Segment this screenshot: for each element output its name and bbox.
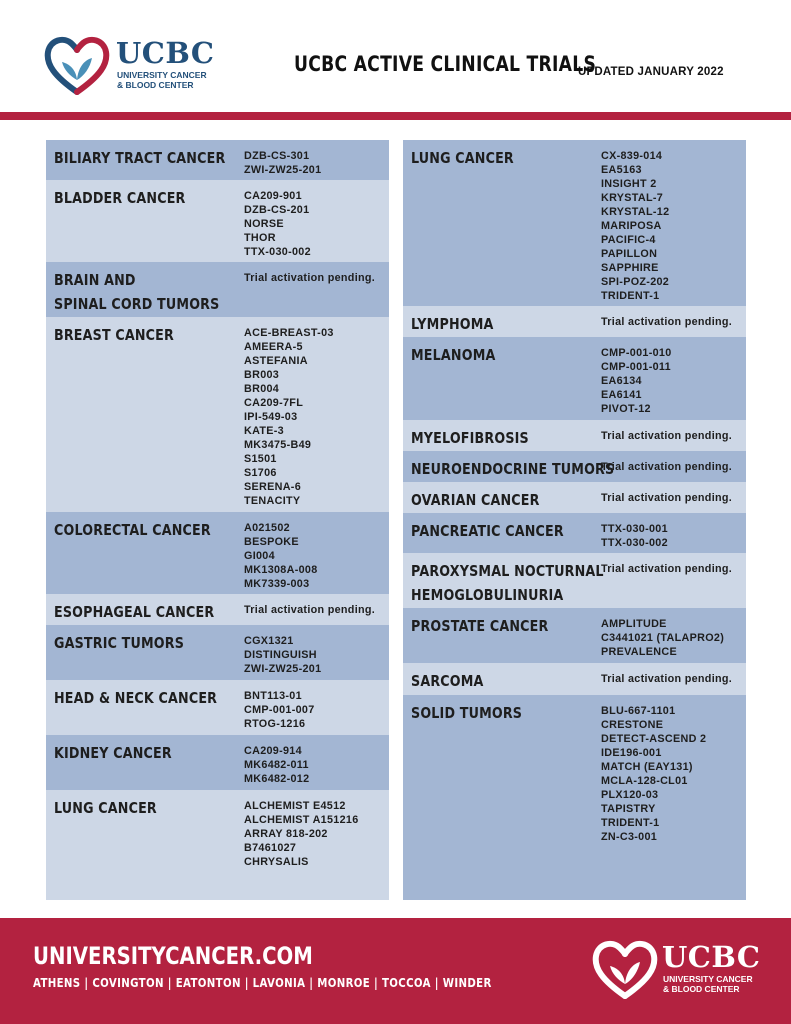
trial-item: CRESTONE xyxy=(601,719,664,731)
trial-item: SAPPHIRE xyxy=(601,262,659,274)
trial-item: INSIGHT 2 xyxy=(601,178,657,190)
category-row xyxy=(46,180,389,262)
trial-item: KRYSTAL-12 xyxy=(601,206,670,218)
trial-item: TTX-030-001 xyxy=(601,523,668,535)
trial-list xyxy=(244,689,315,731)
trial-item: THOR xyxy=(244,232,276,244)
category-row xyxy=(403,663,746,695)
trial-item: Trial activation pending. xyxy=(601,430,733,442)
category-name: COLORECTAL CANCER xyxy=(54,521,211,539)
trial-item: MK1308A-008 xyxy=(244,564,318,576)
category-row xyxy=(403,513,746,553)
trial-item: CMP-001-010 xyxy=(601,347,672,359)
trial-item: TTX-030-002 xyxy=(244,246,311,258)
trial-list xyxy=(244,189,311,259)
category-row xyxy=(46,512,389,594)
trial-list xyxy=(244,634,321,676)
trial-item: TAPISTRY xyxy=(601,803,656,815)
category-name: LUNG CANCER xyxy=(411,149,514,167)
trial-list xyxy=(244,744,309,786)
trial-item: DZB-CS-301 xyxy=(244,150,310,162)
trial-item: PAPILLON xyxy=(601,248,658,260)
trial-item: TTX-030-002 xyxy=(601,537,668,549)
category-row xyxy=(46,790,389,900)
trial-item: KRYSTAL-7 xyxy=(601,192,664,204)
trial-item: PACIFIC-4 xyxy=(601,234,656,246)
trial-item: GI004 xyxy=(244,550,275,562)
trial-list xyxy=(601,346,672,416)
trial-item: SERENA-6 xyxy=(244,481,301,493)
website-link[interactable]: UNIVERSITYCANCER.COM xyxy=(33,942,313,970)
category-name: PROSTATE CANCER xyxy=(411,617,549,635)
category-row xyxy=(46,625,389,680)
category-name: SARCOMA xyxy=(411,672,484,690)
category-row xyxy=(403,553,746,608)
trial-list xyxy=(601,491,732,505)
trial-item: RTOG-1216 xyxy=(244,718,306,730)
trial-item: AMEERA-5 xyxy=(244,341,303,353)
category-row xyxy=(403,608,746,663)
trial-item: EA6141 xyxy=(601,389,642,401)
trial-item: MARIPOSA xyxy=(601,220,662,232)
trial-item: ASTEFANIA xyxy=(244,355,308,367)
category-name: PAROXYSMAL NOCTURNAL HEMOGLOBULINURIA xyxy=(411,562,604,604)
trial-item: BR004 xyxy=(244,383,280,395)
category-row xyxy=(403,306,746,337)
trial-item: SPI-POZ-202 xyxy=(601,276,670,288)
category-row xyxy=(46,735,389,790)
trial-list xyxy=(244,521,318,591)
trial-item: Trial activation pending. xyxy=(601,673,733,685)
trial-item: MK6482-011 xyxy=(244,759,309,771)
category-row xyxy=(46,680,389,735)
right-column xyxy=(403,140,746,900)
trial-item: CHRYSALIS xyxy=(244,856,309,868)
trial-item: B7461027 xyxy=(244,842,297,854)
trial-list xyxy=(244,326,334,508)
category-name: PANCREATIC CANCER xyxy=(411,522,564,540)
trial-item: KATE-3 xyxy=(244,425,284,437)
category-row xyxy=(403,337,746,420)
trial-list xyxy=(601,149,669,303)
trial-item: NORSE xyxy=(244,218,284,230)
trial-item: ZWI-ZW25-201 xyxy=(244,164,322,176)
trial-item: ALCHEMIST A151216 xyxy=(244,814,359,826)
heart-leaf-icon xyxy=(592,938,658,1000)
trial-item: Trial activation pending. xyxy=(601,316,733,328)
trial-item: TENACITY xyxy=(244,495,301,507)
category-name: HEAD & NECK CANCER xyxy=(54,689,218,707)
trial-item: CA209-914 xyxy=(244,745,302,757)
trial-item: ACE-BREAST-03 xyxy=(244,327,334,339)
trial-item: BLU-667-1101 xyxy=(601,705,676,717)
page-footer xyxy=(0,918,791,1024)
trial-item: S1706 xyxy=(244,467,277,479)
category-name: GASTRIC TUMORS xyxy=(54,634,185,652)
category-row xyxy=(46,140,389,180)
header-divider xyxy=(0,112,791,120)
trial-item: IDE196-001 xyxy=(601,747,662,759)
trial-item: C3441021 (TALAPRO2) xyxy=(601,632,725,644)
trial-item: ALCHEMIST E4512 xyxy=(244,800,346,812)
trial-item: Trial activation pending. xyxy=(601,563,733,575)
ucbc-logo xyxy=(44,34,214,96)
trial-item: Trial activation pending. xyxy=(601,461,733,473)
category-name: SOLID TUMORS xyxy=(411,704,523,722)
trial-item: CA209-7FL xyxy=(244,397,304,409)
trial-item: PLX120-03 xyxy=(601,789,659,801)
category-name: ESOPHAGEAL CANCER xyxy=(54,603,215,621)
trial-list xyxy=(244,603,375,617)
trial-list xyxy=(244,799,359,869)
trial-item: CMP-001-007 xyxy=(244,704,315,716)
category-name: BLADDER CANCER xyxy=(54,189,186,207)
trial-list xyxy=(601,522,668,550)
trial-list xyxy=(601,617,724,659)
trial-item: DETECT-ASCEND 2 xyxy=(601,733,707,745)
trial-item: AMPLITUDE xyxy=(601,618,667,630)
category-row xyxy=(403,482,746,513)
logo-subtitle: UNIVERSITY CANCER & BLOOD CENTER xyxy=(117,70,207,90)
category-row xyxy=(46,594,389,625)
heart-leaf-icon xyxy=(44,34,110,96)
page-title: UCBC ACTIVE CLINICAL TRIALS xyxy=(294,52,597,76)
trial-list xyxy=(244,149,321,177)
category-name: BREAST CANCER xyxy=(54,326,174,344)
trial-item: MK3475-B49 xyxy=(244,439,312,451)
trial-item: Trial activation pending. xyxy=(244,272,376,284)
logo-brand: UCBC xyxy=(662,940,761,974)
trial-item: ZN-C3-001 xyxy=(601,831,658,843)
trial-item: Trial activation pending. xyxy=(244,604,376,616)
category-row xyxy=(46,262,389,317)
trial-item: CMP-001-011 xyxy=(601,361,671,373)
trial-list xyxy=(601,429,732,443)
category-row xyxy=(46,317,389,512)
logo-brand: UCBC xyxy=(116,36,215,70)
category-row xyxy=(403,420,746,451)
trial-item: MATCH (EAY131) xyxy=(601,761,693,773)
category-name: OVARIAN CANCER xyxy=(411,491,540,509)
trial-item: BR003 xyxy=(244,369,280,381)
trial-item: EA6134 xyxy=(601,375,642,387)
trial-item: PIVOT-12 xyxy=(601,403,651,415)
trial-item: CA209-901 xyxy=(244,190,302,202)
trial-list xyxy=(601,460,732,474)
trial-item: CX-839-014 xyxy=(601,150,663,162)
updated-date: UPDATED JANUARY 2022 xyxy=(578,66,724,78)
trial-item: A021502 xyxy=(244,522,290,534)
category-name: MYELOFIBROSIS xyxy=(411,429,529,447)
trial-list xyxy=(601,562,732,576)
footer-logo xyxy=(592,938,762,1000)
locations-list: ATHENS | COVINGTON | EATONTON | LAVONIA | MONROE | TOCCOA | WINDER xyxy=(33,976,492,990)
trial-item: DZB-CS-201 xyxy=(244,204,310,216)
category-name: KIDNEY CANCER xyxy=(54,744,172,762)
category-row xyxy=(403,140,746,306)
trial-item: ZWI-ZW25-201 xyxy=(244,663,322,675)
trial-item: DISTINGUISH xyxy=(244,649,317,661)
left-column xyxy=(46,140,389,900)
category-name: NEUROENDOCRINE TUMORS xyxy=(411,460,615,478)
trial-list xyxy=(244,271,375,285)
trial-item: MK6482-012 xyxy=(244,773,310,785)
trial-item: MK7339-003 xyxy=(244,578,310,590)
trial-list xyxy=(601,315,732,329)
trial-item: Trial activation pending. xyxy=(601,492,733,504)
trial-item: CGX1321 xyxy=(244,635,294,647)
category-name: BRAIN AND SPINAL CORD TUMORS xyxy=(54,271,220,313)
category-name: BILIARY TRACT CANCER xyxy=(54,149,226,167)
trial-item: PREVALENCE xyxy=(601,646,677,658)
trial-item: IPI-549-03 xyxy=(244,411,298,423)
trial-list xyxy=(601,672,732,686)
trial-item: EA5163 xyxy=(601,164,642,176)
category-name: LYMPHOMA xyxy=(411,315,494,333)
category-name: MELANOMA xyxy=(411,346,496,364)
trial-item: S1501 xyxy=(244,453,277,465)
category-name: LUNG CANCER xyxy=(54,799,157,817)
category-row xyxy=(403,695,746,900)
trial-item: BNT113-01 xyxy=(244,690,302,702)
trial-item: MCLA-128-CL01 xyxy=(601,775,688,787)
category-row xyxy=(403,451,746,482)
page-header xyxy=(0,0,791,112)
trial-item: BESPOKE xyxy=(244,536,299,548)
trial-list xyxy=(601,704,706,844)
trial-item: TRIDENT-1 xyxy=(601,290,660,302)
trial-item: TRIDENT-1 xyxy=(601,817,660,829)
logo-subtitle: UNIVERSITY CANCER & BLOOD CENTER xyxy=(663,974,753,994)
trial-item: ARRAY 818-202 xyxy=(244,828,328,840)
